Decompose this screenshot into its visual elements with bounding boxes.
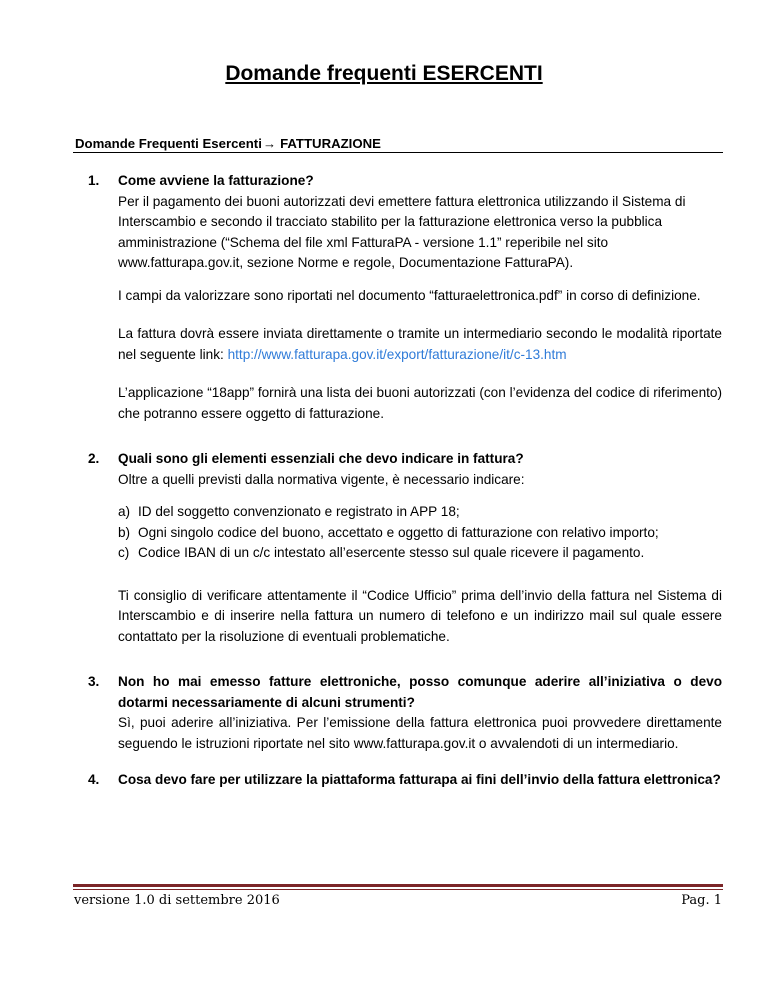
faq-item-4 — [88, 770, 722, 791]
question-number: 2. — [88, 451, 100, 466]
answer-paragraph: I campi da valorizzare sono riportati nel documento “fatturaelettronica.pdf” in corso di definizione. — [118, 287, 701, 303]
fatturapa-link[interactable]: http://www.fatturapa.gov.it/export/fatturazione/it/c-13.htm — [227, 346, 567, 362]
list-letter: a) — [118, 504, 131, 519]
faq-item-3 — [88, 672, 722, 754]
question-number: 3. — [88, 674, 100, 689]
answer-paragraph — [88, 324, 722, 365]
page-number: Pag. 1 — [681, 893, 722, 908]
question-heading — [88, 449, 722, 470]
question-text: Non ho mai emesso fatture elettroniche, posso comunque aderire all’iniziativa o devo dotarmi necessariamente di alcuni strumenti? — [118, 674, 722, 710]
footer-divider — [73, 884, 723, 887]
lettered-list — [88, 502, 722, 564]
list-item-text: ID del soggetto convenzionato e registrato in APP 18; — [138, 504, 460, 519]
section-topic: FATTURAZIONE — [280, 136, 381, 151]
question-heading — [88, 171, 722, 192]
footer-version: versione 1.0 di settembre 2016 — [74, 893, 280, 908]
faq-item-1 — [88, 171, 722, 424]
answer-paragraph: Per il pagamento dei buoni autorizzati devi emettere fattura elettronica utilizzando il Sistema di Interscambio e secondo il tracciato stabilito per la fatturazione elettronica verso la pubblica amministrazione (“Schema del file xml FatturaPA - versione 1.1” reperibile nel sito www.fatturapa.gov.it, sezione Norme e regole, Documentazione FatturaPA). — [118, 193, 686, 270]
question-number: 1. — [88, 173, 100, 188]
list-item-text: Ogni singolo codice del buono, accettato e oggetto di fatturazione con relativo importo; — [138, 524, 659, 540]
list-letter: c) — [118, 545, 130, 560]
answer-paragraph: Sì, puoi aderire all’iniziativa. Per l’emissione della fattura elettronica puoi provvedere direttamente seguendo le istruzioni riportate nel sito www.fatturapa.gov.it o avvalendoti di un intermediario. — [118, 715, 722, 751]
section-divider — [73, 152, 723, 153]
faq-content — [88, 171, 722, 791]
arrow-right-icon: → — [262, 136, 277, 151]
faq-item-2 — [88, 449, 722, 647]
page-title: Domande frequenti ESERCENTI — [225, 62, 543, 85]
question-text: Quali sono gli elementi essenziali che devo indicare in fattura? — [118, 451, 524, 466]
answer-paragraph: L’applicazione “18app” fornirà una lista dei buoni autorizzati (con l’evidenza del codice di riferimento) che potranno essere oggetto di fatturazione. — [118, 385, 722, 421]
question-text: Cosa devo fare per utilizzare la piattaforma fatturapa ai fini dell’invio della fattura elettronica? — [118, 772, 721, 787]
list-item — [118, 543, 722, 564]
list-letter: b) — [118, 524, 131, 540]
answer-text: La fattura dovrà essere inviata direttamente o tramite un intermediario secondo le modalità riportate nel seguente link: — [118, 326, 722, 362]
question-number: 4. — [88, 772, 100, 787]
question-heading — [88, 770, 722, 791]
answer-paragraph: Ti consiglio di verificare attentamente il “Codice Ufficio” prima dell’invio della fattura nel Sistema di Interscambio e di inserire nella fattura un numero di telefono e un indirizzo mail sul quale essere contattato per la risoluzione di eventuali problematiche. — [118, 587, 722, 644]
question-text: Come avviene la fatturazione? — [118, 173, 314, 188]
section-header — [75, 136, 723, 151]
answer-intro: Oltre a quelli previsti dalla normativa vigente, è necessario indicare: — [118, 471, 525, 487]
list-item-text: Codice IBAN di un c/c intestato all’esercente stesso sul quale ricevere il pagamento. — [138, 545, 645, 560]
list-item — [118, 523, 722, 544]
list-item — [118, 502, 722, 523]
footer-divider-thin — [73, 889, 723, 890]
section-label: Domande Frequenti Esercenti — [75, 136, 262, 151]
question-heading — [88, 672, 722, 713]
